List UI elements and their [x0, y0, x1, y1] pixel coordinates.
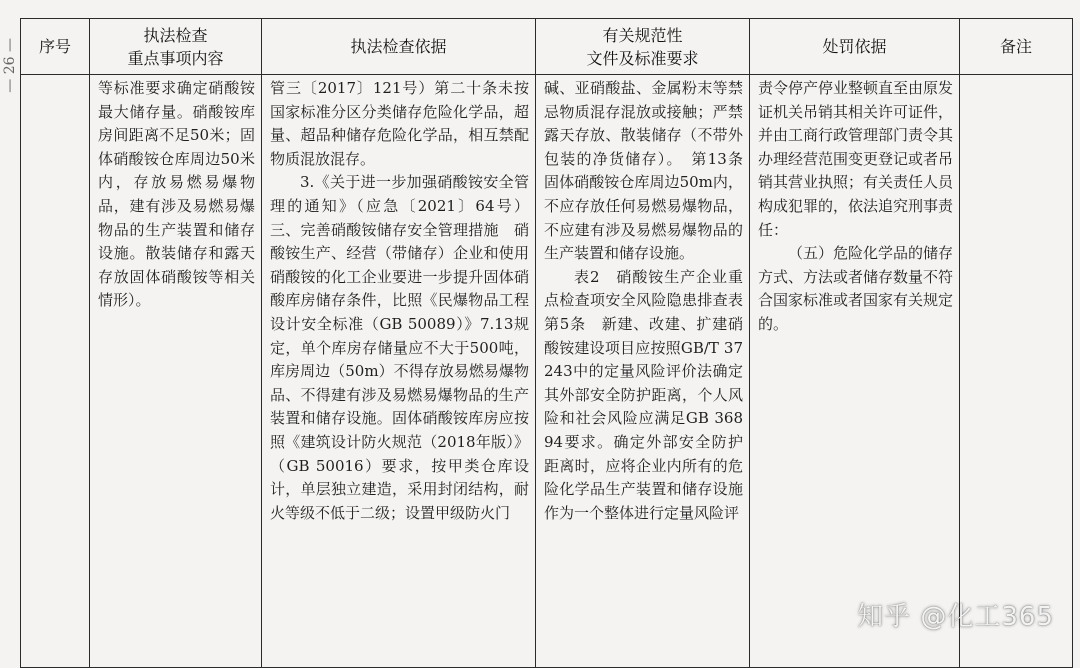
page-number: — 26 — — [2, 38, 18, 93]
header-item-line1: 执法检查 — [143, 25, 208, 45]
cell-basis — [262, 75, 536, 668]
watermark: 知乎 @化工365 — [857, 602, 1054, 632]
header-basis — [262, 19, 536, 75]
cell-item — [90, 75, 262, 668]
header-row — [21, 19, 1073, 75]
header-item-line2: 重点事项内容 — [127, 48, 224, 68]
header-seq — [21, 19, 90, 75]
basis-para-2: 3.《关于进一步加强硝酸铵安全管理的通知》（应急〔2021〕64号）三、完善硝酸铵储存安全管理措施 硝酸铵生产、经营（带储存）企业和使用硝酸铵的化工企业要进一步提升固体硝酸库房储存条件，比照《民爆物品工程设计安全标准（GB 50089）》7.13规定，单个库房存储量应不大于500吨，库房周边（50m）不得存放易燃易爆物品、不得建有涉及易燃易爆物品的生产装置和储存设施。固体硝酸铵库房应按照《建筑设计防火规范（2018年版）》（GB 50016）要求，按甲类仓库设计，单层独立建造，采用封闭结构，耐火等级不低于二级；设置甲级防火门 — [270, 173, 529, 522]
basis-para-1: 管三〔2017〕121号）第二十条未按国家标准分区分类储存危险化学品，超量、超品种储存危险化学品，相互禁配物质混放混存。 — [270, 79, 529, 168]
table-row — [21, 75, 1073, 668]
cell-seq — [21, 75, 90, 668]
header-remark-text: 备注 — [999, 37, 1032, 56]
header-remark — [960, 19, 1073, 75]
header-norm — [536, 19, 750, 75]
header-seq-text: 序号 — [38, 37, 71, 56]
header-norm-line1: 有关规范性 — [602, 25, 683, 45]
norm-para-1: 碱、亚硝酸盐、金属粉末等禁忌物质混存混放或接触；严禁露天存放、散装储存（不带外包装的净货储存）。 第13条 固体硝酸铵仓库周边50m内，不应存放任何易燃易爆物品，不应建有涉及易燃易爆物品的生产装置和储存设施。 — [544, 79, 759, 263]
cell-remark — [960, 75, 1073, 668]
header-penalty — [750, 19, 960, 75]
item-text: 等标准要求确定硝酸铵最大储存量。硝酸铵库房间距离不足50米；固体硝酸铵仓库周边50米内，存放易燃易爆物品，建有涉及易燃易爆物品的生产装置和储存设施。散装储存和露天存放固体硝酸铵等相关情形）。 — [98, 79, 255, 310]
enforcement-table — [20, 18, 1073, 668]
cell-norm — [536, 75, 759, 668]
header-norm-line2: 文件及标准要求 — [586, 48, 699, 68]
header-item — [90, 19, 262, 75]
penalty-para-1: 责令停产停业整顿直至由原发证机关吊销其相关许可证件，并由工商行政管理部门责令其办理经营范围变更登记或者吊销其营业执照；有关责任人员构成犯罪的，依法追究刑事责任： — [758, 79, 954, 239]
norm-para-2: 表2 硝酸铵生产企业重点检查项安全风险隐患排查表 第5条 新建、改建、扩建硝酸铵建设项目应按照GB/T 37243中的定量风险评价法确定其外部安全防护距离，个人风险和社会风险应满足GB 36894要求。确定外部安全防护距离时，应将企业内所有的危险化学品生产装置和储存设施作为一个整体进行定量风险评 — [544, 267, 759, 522]
header-penalty-text: 处罚依据 — [822, 37, 887, 56]
penalty-para-2: （五）危险化学品的储存方式、方法或者储存数量不符合国家标准或者国家有关规定的。 — [758, 244, 954, 333]
header-basis-text: 执法检查依据 — [350, 37, 447, 56]
cell-penalty — [750, 75, 960, 668]
